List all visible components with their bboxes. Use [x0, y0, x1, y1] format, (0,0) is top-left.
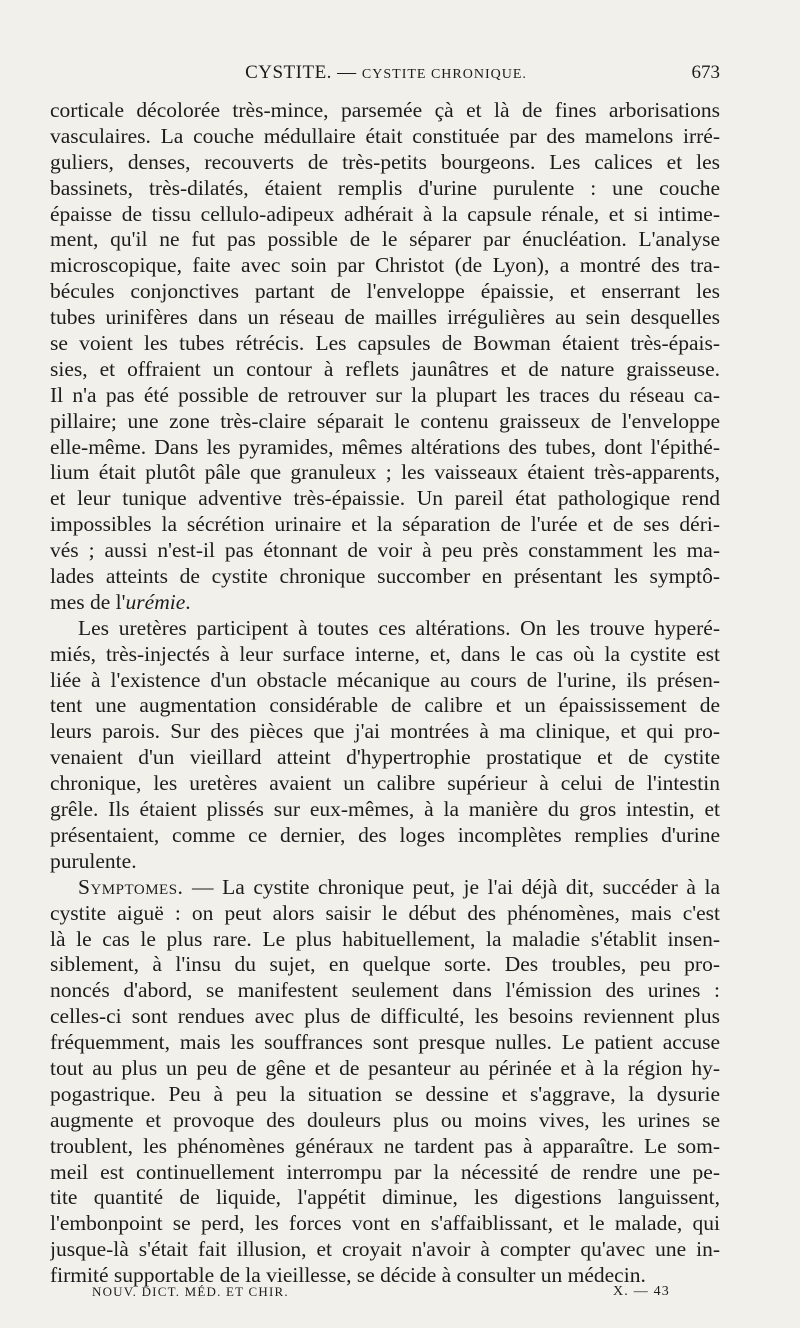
text-line: celles-ci sont rendues avec plus de difficulté, les besoins reviennent plus: [50, 1004, 720, 1029]
paragraph-3-first-line: [50, 875, 720, 901]
text-line: tent une augmentation considérable de calibre et un épaississement de: [50, 693, 720, 718]
text-line: troublent, les phénomènes généraux ne tardent pas à apparaître. Le som-: [50, 1133, 720, 1158]
text-line: ment, qu'il ne fut pas possible de le séparer par énucléation. L'analyse: [50, 227, 720, 252]
text-line: meil est continuellement interrompu par la nécessité de rendre une pe-: [50, 1159, 720, 1184]
text-line: bassinets, très-dilatés, étaient remplis d'urine purulente : une couche: [50, 175, 720, 200]
text-line: se voient les tubes rétrécis. Les capsules de Bowman étaient très-épais-: [50, 331, 720, 356]
page-footer: [52, 1284, 720, 1306]
italic-term: urémie: [125, 589, 186, 614]
text-line: corticale décolorée très-mince, parsemée çà et là de fines arborisations: [50, 98, 720, 122]
text-line: grêle. Ils étaient plissés sur eux-mêmes, à la manière du gros intestin, et: [50, 797, 720, 822]
footer-right: X. — 43: [612, 1284, 670, 1299]
text-line: augmente et provoque des douleurs plus ou moins vives, les urines se: [50, 1107, 720, 1132]
text-line: vés ; aussi n'est-il pas étonnant de voir à peu près constamment les ma-: [50, 538, 720, 563]
text-line: tite quantité de liquide, l'appétit diminue, les digestions languissent,: [50, 1185, 720, 1210]
text-line: présentaient, comme ce dernier, des loges incomplètes remplies d'urine: [50, 822, 720, 847]
text-line: tubes urinifères dans un réseau de mailles irrégulières au sein desquelles: [50, 305, 720, 330]
header-main-title: CYSTITE.: [245, 62, 332, 83]
text-line: bécules conjonctives partant de l'enveloppe épaissie, et enserrant les: [50, 279, 720, 304]
text-line: vasculaires. La couche médullaire était constituée par des mamelons irré-: [50, 123, 720, 148]
text-line: firmité supportable de la vieillesse, se décide à consulter un médecin.: [50, 1263, 646, 1288]
text-line: impossibles la sécrétion urinaire et la séparation de l'urée et de ses déri-: [50, 512, 720, 537]
text-line: tout au plus un peu de gêne et de pesanteur au périnée et à la région hy-: [50, 1055, 720, 1080]
text-line: chronique, les uretères avaient un calibre supérieur à celui de l'intestin: [50, 771, 720, 796]
text-line: elle-même. Dans les pyramides, mêmes altérations des tubes, dont l'épithé-: [50, 434, 720, 459]
text-line: épaisse de tissu cellulo-adipeux adhérait à la capsule rénale, et si intime-: [50, 201, 720, 226]
text-line: miés, très-injectés à leur surface interne, et, dans le cas où la cystite est: [50, 641, 720, 666]
text-line: lades atteints de cystite chronique succomber en présentant les symptô-: [50, 564, 720, 589]
header-subtitle: CYSTITE CHRONIQUE.: [361, 67, 527, 82]
text-line: guliers, denses, recouverts de très-petits bourgeons. Les calices et les: [50, 149, 720, 174]
text-span: — La cystite chronique peut, je l'ai déjà dit, succéder à la: [183, 874, 720, 899]
text-line: et leur tunique adventive très-épaissie. Un pareil état pathologique rend: [50, 486, 720, 511]
text-line: fréquemment, mais les souffrances sont presque nulles. Le patient accuse: [50, 1030, 720, 1055]
text-line: Il n'a pas été possible de retrouver sur la plupart les traces du réseau ca-: [50, 382, 720, 407]
paragraph-3: [50, 901, 720, 1289]
text-line: microscopique, faite avec soin par Christot (de Lyon), a montré des tra-: [50, 253, 720, 278]
header-title: [52, 62, 720, 84]
text-line: pogastrique. Peu à peu la situation se dessine et s'aggrave, la dysurie: [50, 1081, 720, 1106]
text-line: Les uretères participent à toutes ces altérations. On les trouve hyperé-: [78, 615, 720, 640]
text-span: .: [185, 589, 191, 614]
text-line: purulente.: [50, 848, 137, 873]
text-line: venaient d'un vieillard atteint d'hypertrophie prostatique et de cystite: [50, 745, 720, 770]
text-line: liée à l'existence d'un obstacle mécanique au cours de l'urine, ils présen-: [50, 667, 720, 692]
text-line: sies, et offraient un contour à reflets jaunâtres et de nature graisseuse.: [50, 356, 720, 381]
text-line: siblement, à l'insu du sujet, en quelque sorte. Des troubles, peu pro-: [50, 952, 720, 977]
header-dash: —: [337, 62, 357, 83]
footer-left: NOUV. DICT. MÉD. ET CHIR.: [92, 1284, 289, 1299]
text-line: noncés d'abord, se manifestent seulement dans l'émission des urines :: [50, 978, 720, 1003]
text-span: mes de l': [50, 589, 126, 614]
body-text: [50, 98, 720, 1289]
paragraph-2: [50, 616, 720, 875]
text-line: l'embonpoint se perd, les forces vont en s'affaiblissant, et le malade, qui: [50, 1211, 720, 1236]
text-line: là le cas le plus rare. Le plus habituellement, la maladie s'établit insen-: [50, 926, 720, 951]
page-number: 673: [691, 62, 720, 83]
section-heading: Symptomes.: [78, 874, 184, 899]
text-line: jusque-là s'était fait illusion, et croyait n'avoir à compter qu'avec une in-: [50, 1237, 720, 1262]
paragraph-1-last-line: [50, 590, 720, 616]
text-line: cystite aiguë : on peut alors saisir le début des phénomènes, mais c'est: [50, 900, 720, 925]
running-header: [52, 62, 720, 92]
paragraph-1: [50, 98, 720, 590]
text-line: pillaire; une zone très-claire séparait le contenu graisseux de l'enveloppe: [50, 408, 720, 433]
text-line: leurs parois. Sur des pièces que j'ai montrées à ma clinique, et qui pro-: [50, 719, 720, 744]
text-line: lium était plutôt pâle que granuleux ; les vaisseaux étaient très-apparents,: [50, 460, 720, 485]
